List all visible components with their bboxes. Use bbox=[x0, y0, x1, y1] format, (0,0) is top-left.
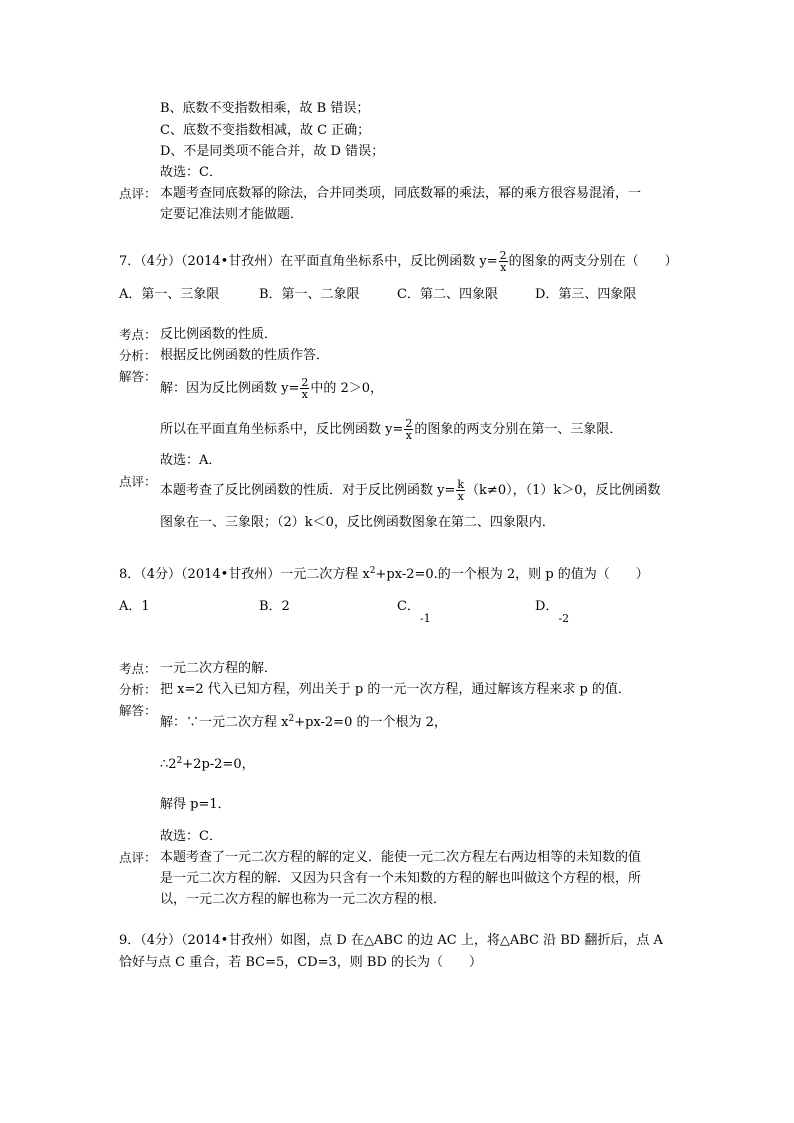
q8-option-c-label: C． bbox=[397, 599, 420, 614]
q8-option-d bbox=[535, 598, 570, 625]
q8-jieda-label: 解答： bbox=[119, 703, 157, 718]
q7-stem-pre: 7．（4分）（2014•甘孜州）在平面直角坐标系中，反比例函数 y= bbox=[119, 254, 498, 269]
q8-comment-line-3: 以，一元二次方程的解也称为一元二次方程的根． bbox=[160, 892, 447, 907]
q8-sol1-pre: 解：∵一元二次方程 x bbox=[160, 715, 289, 730]
q7-comment-label: 点评： bbox=[119, 474, 157, 489]
q8-fenxi-label: 分析： bbox=[119, 682, 157, 697]
q7-stem-fraction bbox=[499, 250, 508, 273]
q8-option-d-value: -2 bbox=[558, 612, 570, 625]
fraction-numerator: 2 bbox=[301, 376, 309, 389]
q7-sol1-pre: 解：因为反比例函数 y= bbox=[160, 381, 300, 396]
fraction-denominator: x bbox=[301, 388, 308, 401]
q8-sol2-pre: ∴2 bbox=[160, 757, 177, 772]
q7-sol2-post: 的图象的两支分别在第一、三象限． bbox=[414, 422, 623, 437]
q7-jieda-label: 解答： bbox=[119, 369, 157, 384]
prev-comment-label: 点评： bbox=[119, 186, 157, 201]
q8-option-a: A．1 bbox=[119, 599, 150, 614]
q7-stem-post: 的图象的两支分别在（ ） bbox=[508, 254, 678, 269]
fraction-denominator: x bbox=[457, 490, 464, 503]
q8-solution-line-2 bbox=[160, 756, 255, 774]
prev-comment-line-2: 定要记准法则才能做题． bbox=[160, 207, 304, 222]
q7-sol1-fraction bbox=[300, 377, 309, 400]
q7-solution-line-1 bbox=[160, 377, 383, 400]
q8-comment-line-2: 是一元二次方程的解．又因为只含有一个未知数的方程的解也叫做这个方程的根，所 bbox=[160, 871, 642, 886]
fraction-numerator: k bbox=[457, 478, 465, 491]
q7-dp1-post: （k≠0），（1）k＞0，反比例函数 bbox=[466, 483, 661, 498]
q8-solution-line-3: 解得 p=1． bbox=[160, 797, 231, 812]
q8-answer: 故选：C． bbox=[160, 829, 222, 844]
q9-stem-line-2: 恰好与点 C 重合，若 BC=5，CD=3，则 BD 的长为（ ） bbox=[119, 955, 483, 970]
q8-solution-line-1 bbox=[160, 714, 447, 732]
q8-comment-line-1: 本题考查了一元二次方程的解的定义．能使一元二次方程左右两边相等的未知数的值 bbox=[160, 850, 642, 865]
fraction-denominator: x bbox=[405, 429, 412, 442]
q7-option-a: A．第一、三象限 bbox=[119, 287, 220, 302]
q7-kaodian: 反比例函数的性质． bbox=[160, 327, 278, 342]
q8-sol2-post: +2p-2=0， bbox=[182, 757, 255, 772]
q8-option-c-value: -1 bbox=[419, 612, 431, 625]
fraction-numerator: 2 bbox=[499, 249, 507, 262]
q8-option-d-label: D． bbox=[535, 599, 559, 614]
q8-stem bbox=[119, 566, 649, 584]
q8-sol1-exponent: 2 bbox=[288, 714, 295, 724]
q7-comment-line-1 bbox=[160, 479, 661, 502]
q7-fenxi: 根据反比例函数的性质作答． bbox=[160, 348, 330, 363]
q7-comment-line-2: 图象在一、三象限；（2）k＜0，反比例函数图象在第二、四象限内． bbox=[160, 515, 555, 530]
prev-option-b: B、底数不变指数相乘，故 B 错误； bbox=[160, 101, 370, 116]
q8-comment-label: 点评： bbox=[119, 850, 157, 865]
q7-answer: 故选：A． bbox=[160, 453, 222, 468]
q7-solution-line-2 bbox=[160, 418, 622, 441]
q9-stem-line-1: 9．（4分）（2014•甘孜州）如图，点 D 在△ABC 的边 AC 上，将△ABC 沿 BD 翻折后，点 A bbox=[119, 933, 663, 948]
fraction-numerator: 2 bbox=[405, 417, 413, 430]
q7-stem bbox=[119, 250, 678, 273]
q8-stem-exponent: 2 bbox=[369, 566, 376, 576]
q8-option-c bbox=[397, 598, 431, 625]
q7-kaodian-label: 考点： bbox=[119, 327, 157, 342]
q8-fenxi: 把 x=2 代入已知方程，列出关于 p 的一元一次方程，通过解该方程来求 p 的值． bbox=[160, 682, 631, 697]
q7-fenxi-label: 分析： bbox=[119, 348, 157, 363]
q7-option-d: D．第三、四象限 bbox=[535, 287, 637, 302]
q7-comment-fraction bbox=[456, 479, 465, 502]
q7-sol1-post: 中的 2＞0， bbox=[310, 381, 384, 396]
q8-kaodian-label: 考点： bbox=[119, 661, 157, 676]
fraction-denominator: x bbox=[500, 261, 507, 274]
prev-option-d: D、不是同类项不能合并，故 D 错误； bbox=[160, 144, 385, 159]
q7-sol2-pre: 所以在平面直角坐标系中，反比例函数 y= bbox=[160, 422, 404, 437]
prev-option-c: C、底数不变指数相减，故 C 正确； bbox=[160, 123, 371, 138]
prev-answer: 故选：C． bbox=[160, 165, 222, 180]
q7-dp1-pre: 本题考查了反比例函数的性质．对于反比例函数 y= bbox=[160, 483, 456, 498]
prev-comment-line-1: 本题考查同底数幂的除法，合并同类项，同底数幂的乘法，幂的乘方很容易混淆，一 bbox=[160, 186, 642, 201]
q7-option-b: B．第一、二象限 bbox=[259, 287, 360, 302]
q8-stem-pre: 8．（4分）（2014•甘孜州）一元二次方程 x bbox=[119, 567, 370, 582]
q8-kaodian: 一元二次方程的解． bbox=[160, 661, 278, 676]
q8-option-b: B．2 bbox=[259, 599, 290, 614]
q8-sol1-post: +px-2=0 的一个根为 2， bbox=[294, 715, 447, 730]
q8-sol2-exponent: 2 bbox=[176, 756, 183, 766]
q7-option-c: C．第二、四象限 bbox=[397, 287, 498, 302]
q8-stem-post: +px-2=0.的一个根为 2，则 p 的值为（ ） bbox=[375, 567, 649, 582]
q7-sol2-fraction bbox=[404, 418, 413, 441]
